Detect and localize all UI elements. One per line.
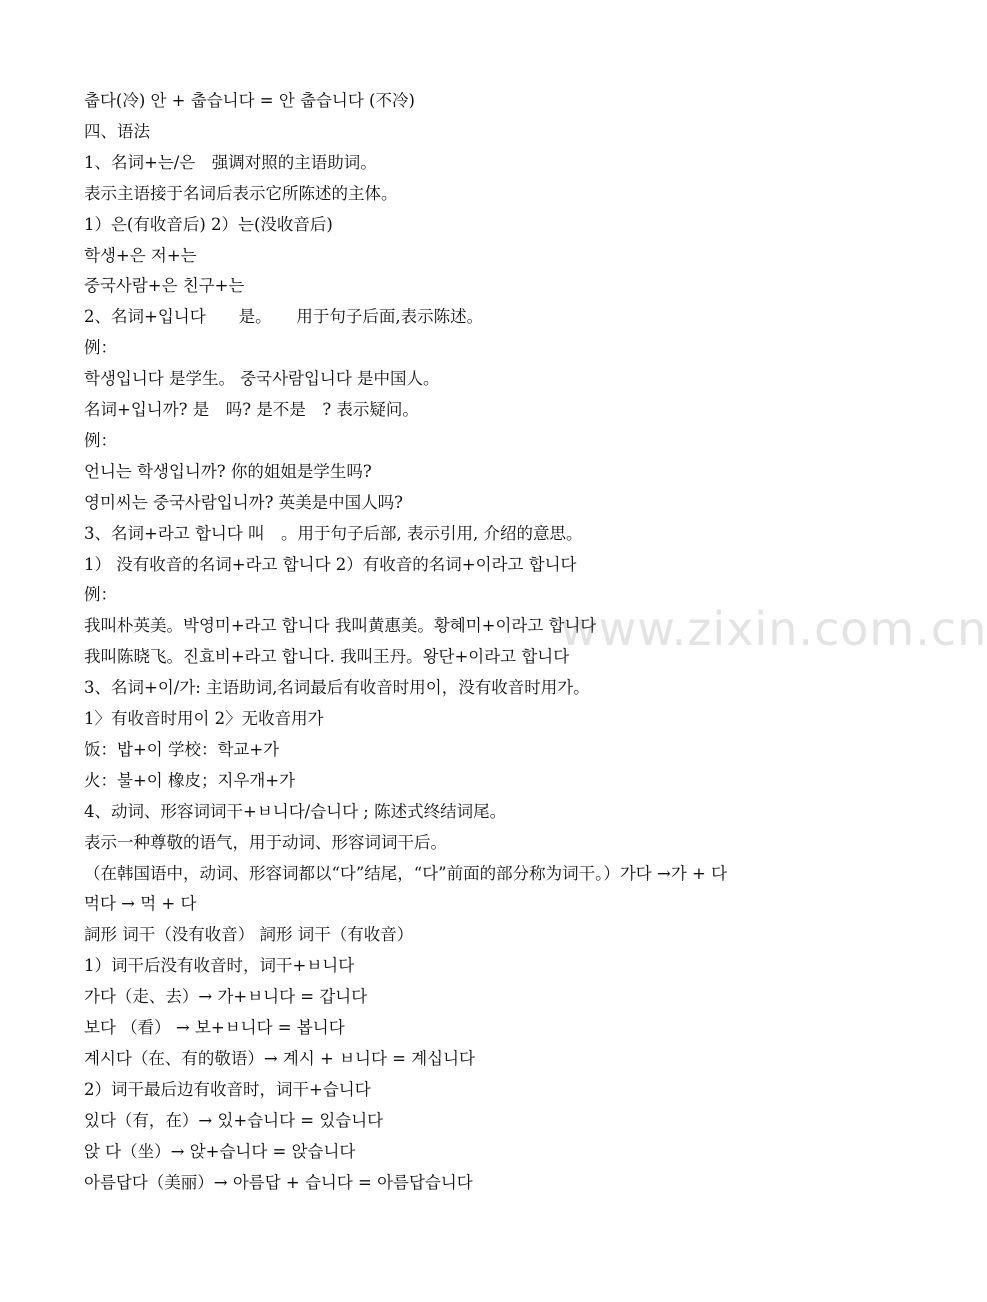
text-line: 언니는 학생입니까? 你的姐姐是学生吗?: [84, 461, 372, 481]
text-line: 饭：밥+이 学校：학교+가: [84, 739, 280, 759]
text-line: 詞形 词干（没有收音） 詞形 词干（有收音）: [84, 925, 414, 945]
text-line: 1）词干后没有收音时，词干+ㅂ니다: [84, 956, 355, 976]
text-line: 1、名词+는/은 强调对照的主语助词。: [84, 152, 377, 172]
text-line: 火：불+이 橡皮；지우개+가: [84, 770, 296, 790]
text-line: 表示一种尊敬的语气，用于动词、形容词词干后。: [84, 832, 447, 852]
text-line: 춥다(冷) 안 + 춥습니다 = 안 춥습니다 (不冷): [84, 91, 415, 110]
text-line: 2）词干最后边有收音时，词干+습니다: [84, 1079, 371, 1099]
text-line: 보다 （看） → 보+ㅂ니다 = 봅니다: [84, 1018, 345, 1037]
text-line: 중국사람+은 친구+는: [84, 276, 245, 296]
text-line: 3、名词+이/가: 主语助词,名词最后有收音时用이，没有收音时用가。: [84, 678, 590, 698]
text-line: 앉 다（坐）→ 앉+습니다 = 앉습니다: [84, 1141, 356, 1161]
text-line: 3、名词+라고 합니다 叫 。用于句子后部, 表示引用, 介绍的意思。: [84, 523, 583, 543]
text-line: 四、语法: [84, 121, 150, 141]
text-line: 계시다（在、有的敬语）→ 계시 + ㅂ니다 = 계십니다: [84, 1048, 475, 1068]
text-line: 1）은(有收音后) 2）는(没收音后): [84, 214, 333, 234]
text-line: 例：: [84, 430, 117, 450]
text-line: 가다（走、去）→ 가+ㅂ니다 = 갑니다: [84, 987, 368, 1007]
text-line: 我叫陈晓飞。진효비+라고 합니다. 我叫王丹。왕단+이라고 합니다: [84, 647, 570, 667]
text-line: 학생+은 저+는: [84, 245, 197, 265]
text-line: 1〉有收音时用이 2〉无收音用가: [84, 709, 324, 728]
text-line: 아름답다（美丽）→ 아름답 + 습니다 = 아름답습니다: [84, 1172, 473, 1192]
text-line: 먹다 → 먹 + 다: [84, 894, 197, 914]
text-line: 表示主语接于名词后表示它所陈述的主体。: [84, 183, 398, 203]
text-line: 학생입니다 是学生。 중국사람입니다 是中国人。: [84, 369, 440, 389]
watermark: www.zixin.com.cn: [560, 602, 987, 656]
text-line: 있다（有，在）→ 있+습니다 = 있습니다: [84, 1110, 384, 1130]
text-line: 例：: [84, 585, 117, 605]
text-line: 1） 没有收音的名词+라고 합니다 2）有收音的名词+이라고 합니다: [84, 554, 577, 574]
text-line: 名词+입니까? 是 吗? 是不是 ? 表示疑问。: [84, 400, 419, 419]
text-line: 例：: [84, 338, 117, 358]
text-line: 영미씨는 중국사람입니까? 英美是中国人吗?: [84, 492, 404, 512]
text-line: 我叫朴英美。박영미+라고 합니다 我叫黄惠美。황혜미+이라고 합니다: [84, 616, 597, 636]
text-line: 2、名词+입니다 是。 用于句子后面,表示陈述。: [84, 307, 484, 327]
text-line: （在韩国语中，动词、形容词都以“다”结尾，“다”前面的部分称为词干。）가다 →가 + 다: [84, 863, 728, 883]
text-line: 4、动词、形容词词干+ㅂ니다/습니다 ; 陈述式终结词尾。: [84, 801, 507, 821]
